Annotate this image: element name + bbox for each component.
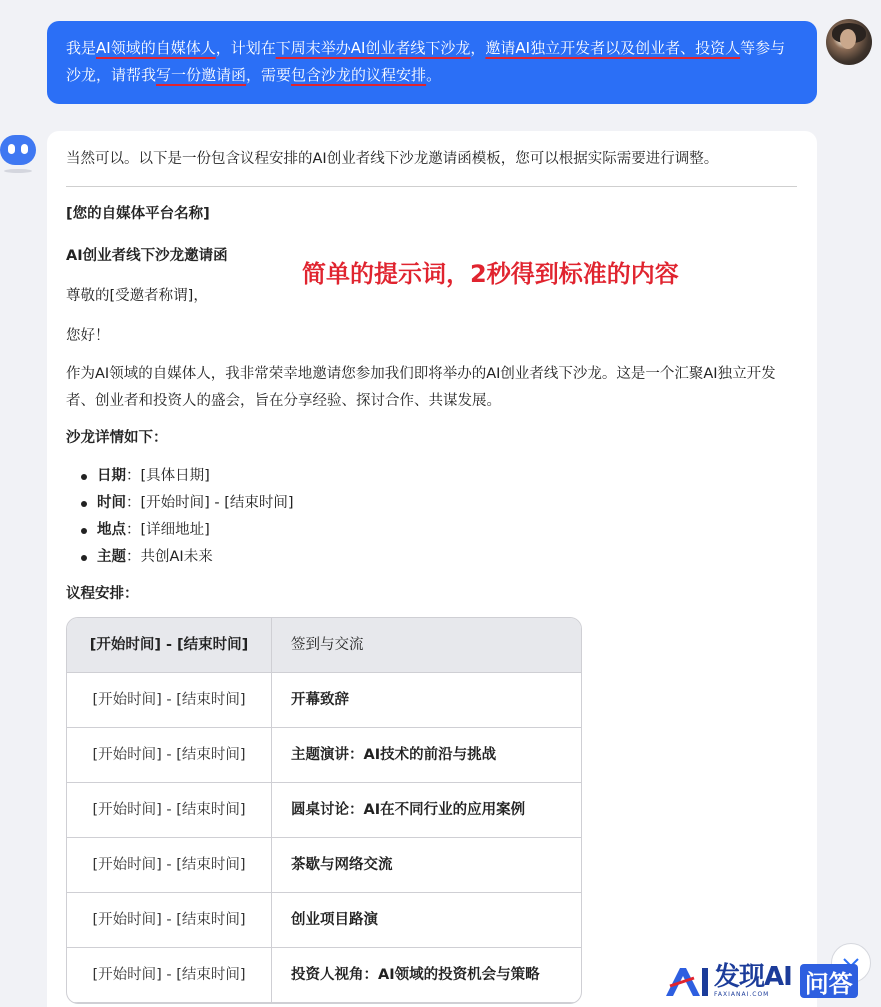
watermark-sub: FAXIANAI.COM bbox=[714, 991, 770, 998]
user-message-bubble bbox=[47, 21, 817, 104]
annotation-overlay: 简单的提示词，2秒得到标准的内容 bbox=[302, 260, 679, 288]
watermark-badge: 问答 bbox=[800, 964, 858, 998]
list-item: 时间：[开始时间] - [结束时间] bbox=[81, 490, 798, 517]
platform-name: [您的自媒体平台名称] bbox=[66, 206, 210, 222]
table-header-row bbox=[67, 618, 581, 673]
underlined-phrase: 下周末举办AI创业者线下沙龙 bbox=[275, 39, 471, 57]
watermark-main: 发现AI bbox=[714, 962, 792, 992]
agenda-heading: 议程安排： bbox=[66, 586, 139, 602]
table-row: [开始时间] - [结束时间] 圆桌讨论：AI在不同行业的应用案例 bbox=[67, 783, 581, 838]
message-text: ，需要 bbox=[246, 66, 292, 84]
message-text: 等参与沙龙，请帮我 bbox=[66, 39, 786, 84]
message-text: 。 bbox=[426, 66, 442, 84]
details-list bbox=[66, 463, 798, 571]
table-row: [开始时间] - [结束时间] 投资人视角：AI领域的投资机会与策略 bbox=[67, 948, 581, 1003]
underlined-phrase: 写一份邀请函 bbox=[156, 66, 247, 84]
underlined-phrase: 邀请AI独立开发者以及创业者、投资人 bbox=[485, 39, 741, 57]
user-avatar[interactable] bbox=[826, 19, 872, 65]
watermark-logo bbox=[664, 960, 876, 1002]
message-text: ， bbox=[470, 39, 486, 57]
table-header-item: 签到与交流 bbox=[272, 618, 581, 673]
list-item: 日期：[具体日期] bbox=[81, 463, 798, 490]
answer-intro: 当然可以。以下是一份包含议程安排的AI创业者线下沙龙邀请函模板，您可以根据实际需要进行调整。 bbox=[66, 151, 719, 167]
invite-body: 作为AI领域的自媒体人，我非常荣幸地邀请您参加我们即将举办的AI创业者线下沙龙。这是一个汇聚AI独立开发者、创业者和投资人的盛会，旨在分享经验、探讨合作、共谋发展。 bbox=[66, 366, 776, 409]
underlined-phrase: 包含沙龙的议程安排 bbox=[291, 66, 427, 84]
list-item: 地点：[详细地址] bbox=[81, 517, 798, 544]
details-heading: 沙龙详情如下： bbox=[66, 430, 168, 446]
invite-title: AI创业者线下沙龙邀请函 bbox=[66, 248, 228, 264]
salutation: 尊敬的[受邀者称谓]， bbox=[66, 288, 208, 304]
table-row: [开始时间] - [结束时间] 开幕致辞 bbox=[67, 673, 581, 728]
table-row: [开始时间] - [结束时间] 主题演讲：AI技术的前沿与挑战 bbox=[67, 728, 581, 783]
greeting: 您好！ bbox=[66, 328, 110, 344]
underlined-phrase: AI领域的自媒体人 bbox=[96, 39, 216, 57]
table-row: [开始时间] - [结束时间] 茶歇与网络交流 bbox=[67, 838, 581, 893]
divider bbox=[66, 186, 797, 187]
list-item: 主题：共创AI未来 bbox=[81, 544, 798, 571]
agenda-table bbox=[66, 617, 582, 1004]
table-header-time: [开始时间] - [结束时间] bbox=[67, 618, 272, 673]
message-text: 我是 bbox=[66, 39, 97, 57]
bot-avatar-icon bbox=[0, 135, 36, 165]
brand-logo-icon bbox=[664, 964, 710, 998]
table-row: [开始时间] - [结束时间] 创业项目路演 bbox=[67, 893, 581, 948]
message-text: ，计划在 bbox=[215, 39, 276, 57]
